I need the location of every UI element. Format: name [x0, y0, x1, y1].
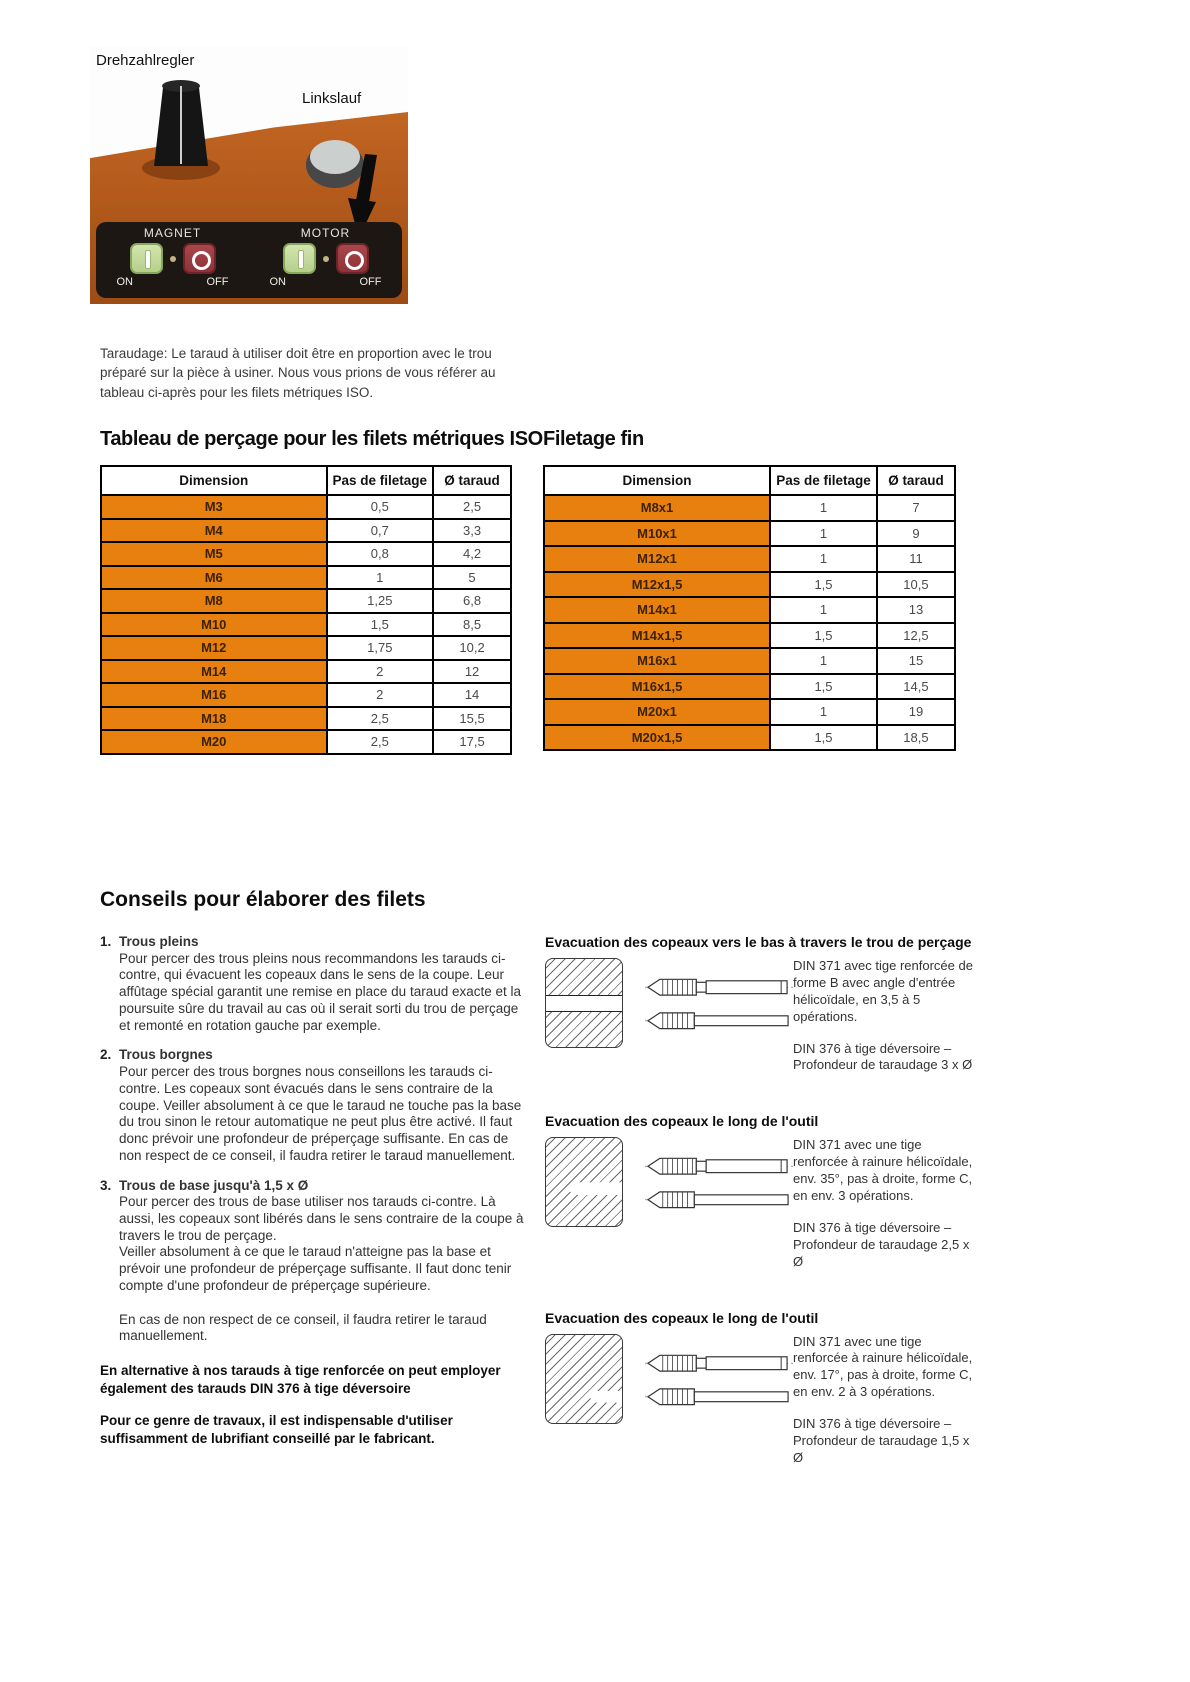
table-row [101, 566, 511, 590]
on-label: ON [269, 276, 286, 288]
table-row [544, 648, 955, 674]
switch-panel [96, 222, 402, 298]
value-cell: 11 [877, 546, 955, 572]
din376-text: DIN 376 à tige déversoire – Profondeur de taraudage 1,5 x Ø [793, 1416, 970, 1465]
taps-illustration [645, 1146, 793, 1218]
value-cell: 1 [770, 521, 877, 547]
evacuation-heading: Evacuation des copeaux vers le bas à travers le trou de perçage [545, 934, 972, 950]
table-row [101, 683, 511, 707]
table-row [544, 495, 955, 521]
dimension-cell: M12x1 [544, 546, 770, 572]
knob-indicator-line [180, 86, 182, 164]
value-cell: 17,5 [433, 730, 511, 754]
dimension-cell: M14 [101, 660, 327, 684]
item-number: 1. [100, 934, 112, 949]
item-body: En cas de non respect de ce conseil, il faudra retirer le taraud manuellement. [119, 1311, 487, 1344]
value-cell: 1 [770, 495, 877, 521]
short-blind-hole-illustration [545, 1334, 793, 1424]
value-cell: 15,5 [433, 707, 511, 731]
value-cell: 10,5 [877, 572, 955, 598]
through-hole [545, 995, 623, 1012]
item-body: Veiller absolument à ce que le taraud n'atteigne pas la base et prévoir une profondeur de préperçage suffisante. Il faut donc tenir compte d'une profondeur de préperçage supérieure. [119, 1244, 512, 1293]
table-row [101, 730, 511, 754]
value-cell: 3,3 [433, 519, 511, 543]
column-header: Ø taraud [877, 466, 955, 495]
magnet-group [103, 226, 243, 298]
table-row [544, 597, 955, 623]
iso-table-title: Tableau de perçage pour les filets métriques ISO [100, 428, 543, 450]
taps-illustration [645, 967, 793, 1039]
magnet-label: MAGNET [143, 226, 202, 240]
item-body: Pour percer des trous de base utiliser nos tarauds ci-contre. Là aussi, les copeaux sont libérés dans le sens contraire de la coupe à travers le trou de perçage. [119, 1194, 524, 1243]
evacuation-block [545, 934, 979, 1089]
table-row [544, 699, 955, 725]
value-cell: 18,5 [877, 725, 955, 751]
dimension-cell: M8 [101, 589, 327, 613]
table-row [544, 572, 955, 598]
value-cell: 7 [877, 495, 955, 521]
value-cell: 0,8 [327, 542, 434, 566]
value-cell: 9 [877, 521, 955, 547]
dimension-cell: M14x1 [544, 597, 770, 623]
item-title: Trous pleins [119, 934, 199, 949]
table-row [544, 623, 955, 649]
table-row [101, 495, 511, 519]
value-cell: 1,5 [770, 674, 877, 700]
value-cell: 2,5 [433, 495, 511, 519]
item-body: Pour percer des trous pleins nous recommandons les tarauds ci-contre, qui évacuent les copeaux dans le sens de la coupe. Leur affûtage spécial garantit une remise en place du taraud exacte et la poursuite sûre du travail au cas où il serait sorti du trou de perçage et remonté en rotation gauche par exemple. [119, 950, 522, 1033]
value-cell: 1 [770, 699, 877, 725]
value-cell: 1,5 [770, 725, 877, 751]
din371-text: DIN 371 avec une tige renforcée à rainure hélicoïdale, env. 35°, pas à droite, forme C, en env. 3 opérations. [793, 1137, 973, 1204]
conseils-title: Conseils pour élaborer des filets [100, 888, 426, 911]
value-cell: 0,7 [327, 519, 434, 543]
table-row [544, 674, 955, 700]
dimension-cell: M4 [101, 519, 327, 543]
motor-on-button [283, 243, 316, 274]
value-cell: 1 [327, 566, 434, 590]
item-number: 3. [100, 1177, 112, 1193]
dimension-cell: M8x1 [544, 495, 770, 521]
blind-hole [588, 1391, 623, 1403]
fine-thread-title: Filetage fin [543, 428, 644, 450]
value-cell: 1,25 [327, 589, 434, 613]
dimension-cell: M14x1,5 [544, 623, 770, 649]
fine-thread-section [543, 428, 956, 751]
iso-table [100, 465, 512, 755]
value-cell: 6,8 [433, 589, 511, 613]
value-cell: 8,5 [433, 613, 511, 637]
dimension-cell: M20x1,5 [544, 725, 770, 751]
value-cell: 10,2 [433, 636, 511, 660]
value-cell: 2 [327, 683, 434, 707]
table-row [544, 521, 955, 547]
table-row [101, 542, 511, 566]
motor-group [256, 226, 396, 298]
item-body: Pour percer des trous borgnes nous conseillons les tarauds ci-contre. Les copeaux sont évacués dans le sens contraire de la coupe. Veiller absolument à ce que le taraud ne touche pas la base du trou sinon le retour automatique ne peut plus être activé. Il faut donc prévoir une profondeur de préperçage suffisante. En cas de non respect de ce conseil, il faudra retirer le taraud manuellement. [119, 1064, 522, 1163]
lubricant-note: Pour ce genre de travaux, il est indispensable d'utiliser suffisamment de lubrifiant conseillé par le fabricant. [100, 1413, 453, 1446]
dimension-cell: M16x1,5 [544, 674, 770, 700]
dimension-cell: M3 [101, 495, 327, 519]
value-cell: 1 [770, 546, 877, 572]
blind-hole [566, 1182, 623, 1195]
list-item [100, 1178, 532, 1346]
column-header: Dimension [101, 466, 327, 495]
value-cell: 1,75 [327, 636, 434, 660]
workpiece-cross-section [545, 958, 623, 1048]
value-cell: 15 [877, 648, 955, 674]
column-header: Ø taraud [433, 466, 511, 495]
evacuation-column [545, 934, 979, 1506]
workpiece-cross-section [545, 1137, 623, 1227]
table-row [101, 660, 511, 684]
value-cell: 19 [877, 699, 955, 725]
value-cell: 12 [433, 660, 511, 684]
dimension-cell: M20 [101, 730, 327, 754]
control-panel-photo [90, 46, 408, 304]
dimension-cell: M6 [101, 566, 327, 590]
iso-table-section [100, 428, 543, 755]
fine-thread-table [543, 465, 956, 751]
value-cell: 2,5 [327, 707, 434, 731]
value-cell: 2 [327, 660, 434, 684]
value-cell: 14,5 [877, 674, 955, 700]
dimension-cell: M12x1,5 [544, 572, 770, 598]
speed-knob-label: Drehzahlregler [96, 52, 195, 69]
table-row [101, 707, 511, 731]
off-label: OFF [206, 276, 229, 288]
din371-text: DIN 371 avec tige renforcée de forme B avec angle d'entrée hélicoïdale, en 3,5 à 5 opérations. [793, 958, 973, 1024]
blind-hole-illustration [545, 1137, 793, 1227]
item-title: Trous borgnes [119, 1047, 213, 1063]
table-row [101, 589, 511, 613]
advice-column [100, 934, 532, 1447]
value-cell: 1 [770, 648, 877, 674]
alternative-note: En alternative à nos tarauds à tige renforcée on peut employer également des tarauds DIN 376 à tige déversoire [100, 1363, 501, 1396]
through-hole-illustration [545, 958, 793, 1048]
motor-off-button [336, 243, 369, 274]
dimension-cell: M12 [101, 636, 327, 660]
magnet-off-button [183, 243, 216, 274]
item-number: 2. [100, 1047, 112, 1063]
evacuation-heading: Evacuation des copeaux le long de l'outil [545, 1113, 819, 1130]
table-row [101, 519, 511, 543]
list-item [100, 934, 532, 1034]
value-cell: 5 [433, 566, 511, 590]
dimension-cell: M10x1 [544, 521, 770, 547]
table-row [101, 613, 511, 637]
column-header: Dimension [544, 466, 770, 495]
value-cell: 1 [770, 597, 877, 623]
motor-label: MOTOR [300, 226, 351, 240]
value-cell: 12,5 [877, 623, 955, 649]
workpiece-cross-section [545, 1334, 623, 1424]
table-row [544, 546, 955, 572]
dimension-cell: M20x1 [544, 699, 770, 725]
column-header: Pas de filetage [770, 466, 877, 495]
din376-text: DIN 376 à tige déversoire – Profondeur de taraudage 3 x Ø [793, 1040, 973, 1073]
evacuation-block [545, 1113, 979, 1285]
value-cell: 13 [877, 597, 955, 623]
din371-text: DIN 371 avec une tige renforcée à rainure hélicoïdale, env. 17°, pas à droite, forme C, en env. 2 à 3 opérations. [793, 1333, 973, 1400]
value-cell: 1,5 [770, 623, 877, 649]
reverse-button-label: Linkslauf [302, 90, 362, 107]
taps-illustration [645, 1343, 793, 1415]
off-label: OFF [359, 276, 382, 288]
value-cell: 4,2 [433, 542, 511, 566]
dimension-cell: M5 [101, 542, 327, 566]
table-row [101, 636, 511, 660]
din376-text: DIN 376 à tige déversoire – Profondeur de taraudage 2,5 x Ø [793, 1219, 970, 1269]
evacuation-heading: Evacuation des copeaux le long de l'outil [545, 1309, 819, 1326]
indicator-dot [170, 256, 176, 262]
dimension-cell: M16 [101, 683, 327, 707]
list-item [100, 1047, 532, 1164]
on-label: ON [116, 276, 133, 288]
evacuation-block [545, 1310, 979, 1482]
indicator-dot [323, 256, 329, 262]
dimension-cell: M18 [101, 707, 327, 731]
value-cell: 1,5 [770, 572, 877, 598]
item-title: Trous de base jusqu'à 1,5 x Ø [119, 1177, 309, 1193]
intro-paragraph: Taraudage: Le taraud à utiliser doit être en proportion avec le trou préparé sur la pièce à usiner. Nous vous prions de vous référer au tableau ci-après pour les filets métriques ISO. [100, 345, 496, 400]
value-cell: 0,5 [327, 495, 434, 519]
table-row [544, 725, 955, 751]
column-header: Pas de filetage [327, 466, 434, 495]
value-cell: 2,5 [327, 730, 434, 754]
dimension-cell: M10 [101, 613, 327, 637]
magnet-on-button [130, 243, 163, 274]
value-cell: 14 [433, 683, 511, 707]
dimension-cell: M16x1 [544, 648, 770, 674]
value-cell: 1,5 [327, 613, 434, 637]
